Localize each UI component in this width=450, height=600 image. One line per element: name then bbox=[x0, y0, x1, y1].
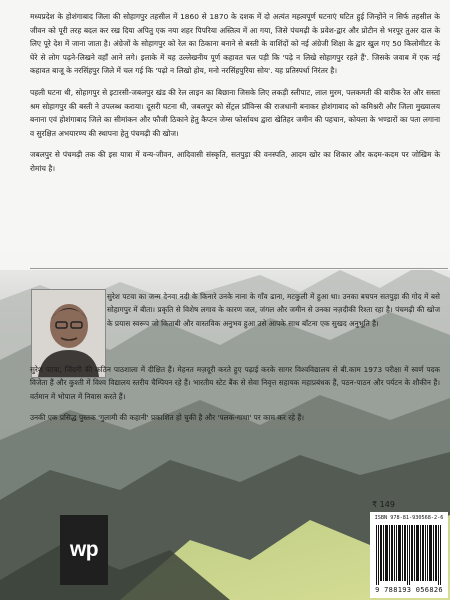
author-bio-continued bbox=[30, 363, 440, 433]
price-label: ₹ 149 bbox=[372, 500, 395, 509]
synopsis-paragraph: मध्यप्रदेश के होशंगाबाद जिला की सोहागपुर तहसील में 1860 से 1870 के दशक में दो अत्यंत महत्वपूर्ण घटनाएं घटित हुई जिन्होंने न सिर्फ तहसील के जीवन को पूरी तरह बदल कर रख दिया अपितु एक नया शहर पिपरिया अस्तित्व में आ गया, जिसे पंचमढ़ी के प्रवेश-द्वार और प्रोटीन से भरपूर तुअर दाल के लिए पूरे देश में जाना जाता है। अंग्रेजों के सोहागपुर को रेल का ठिकाना बनाने से बस्ती के वाशिंदों को नई अंग्रेजी शिक्षा के द्वार खुल गए 50 किलोमीटर के घेरे से लोग पढ़ने-लिखने वहाँ आने लगे। इलाके में यह उल्लेखनीय पूर्ण कहावत चल पड़ी कि 'पढ़े न लिखे सोहागपुर रहते हैं'. जिसके जवाब में एक नई कहावत बाजू के नरसिंहपुर जिले में चल गई कि 'पढ़ो न लिखो होय, मनो नरसिंहपुरिया सोय'. यह प्रतिस्पर्धा निरंतर है। bbox=[30, 12, 440, 76]
author-bio-paragraph: उनकी एक प्रसिद्ध पुस्तक 'गुलामी की कहानी' प्रकाशित हो चुकी है और 'पलक-गाथा' पर काम कर रहे हैं। bbox=[30, 413, 305, 423]
synopsis-paragraph: पहली घटना थी, सोहागपुर से इटारसी-जबलपुर खंड की रेल लाइन का बिछाना जिसके लिए लकड़ी स्लीपाट, लाल मुरम, पलकमती की बारीक रेत और सस्ता श्रम सोहागपुर की बस्ती ने उपलब्ध कराया। दूसरी घटना थी, जबलपुर को सेंट्रल प्रॉविन्स की राजधानी बनाकर होशंगाबाद को कमिश्नरी और जिला मुख्यालय बनाना एवं होशंगाबाद जिले का सीमांकन और फौजी ठिकाने हेतु कैप्टन जेम्स फोर्सायथ द्वारा खेतिहर जमीन की पहचान, कोयला के भण्डारों का पता लगाना व सुरक्षित अभयारण्य की स्थापना हेतु पंचमढ़ी की खोज। bbox=[30, 87, 440, 138]
author-bio bbox=[107, 290, 440, 338]
synopsis bbox=[0, 10, 450, 184]
barcode-bars bbox=[376, 525, 442, 585]
isbn-barcode bbox=[370, 512, 448, 598]
barcode-digits: 9 788193 056826 bbox=[375, 586, 443, 594]
author-bio-paragraph: सुरेश पटवा का जन्म देनवा नदी के किनारे उनके नाना के गाँव ढाना, मटकुली में हुआ था। उनका बचपन सतपुड़ा की गोद में बसे सोहागपुर में बीता। प्रकृति से विशेष लगाव के कारण जल, जंगल और जमीन से उनका नज़दीकी रिश्ता रहा है। पंचमढ़ी की खोज के प्रयास स्वरूप जो किताबी और वास्तविक अनुभव हुआ उसे आपके साथ बाँटना एक सुखद अनुभूति है। bbox=[107, 292, 440, 328]
author-bio-paragraph: सुरेश पटवा, जिंदगी की कठिन पाठशाला में दीक्षित हैं। मेहनत मज़दूरी करते हुए पढ़ाई करके सागर विश्वविद्यालय से बी.काम 1973 परीक्षा में स्वर्ण पदक विजेता हैं और कुश्ती में विश्व विद्यालय स्तरीय चैम्पियन रहे हैं। भारतीय स्टेट बैंक से सेवा निवृत्त सहायक महाप्रबंधक हैं, पठन-पाठन और पर्यटन के शौकीन हैं। वर्तमान में भोपाल में निवास करते हैं। bbox=[30, 365, 440, 401]
synopsis-paragraph: जबलपुर से पंचमढ़ी तक की इस यात्रा में वन्य-जीवन, आदिवासी संस्कृति, सतपुड़ा की वनस्पति, आदम खोर का शिकार और कदम-कदम पर जोखिम के रोमांच है। bbox=[30, 150, 440, 173]
publisher-logo: wp bbox=[60, 515, 108, 585]
section-divider bbox=[30, 268, 448, 269]
isbn-label: ISBN 978-81-930568-2-6 bbox=[374, 515, 444, 521]
